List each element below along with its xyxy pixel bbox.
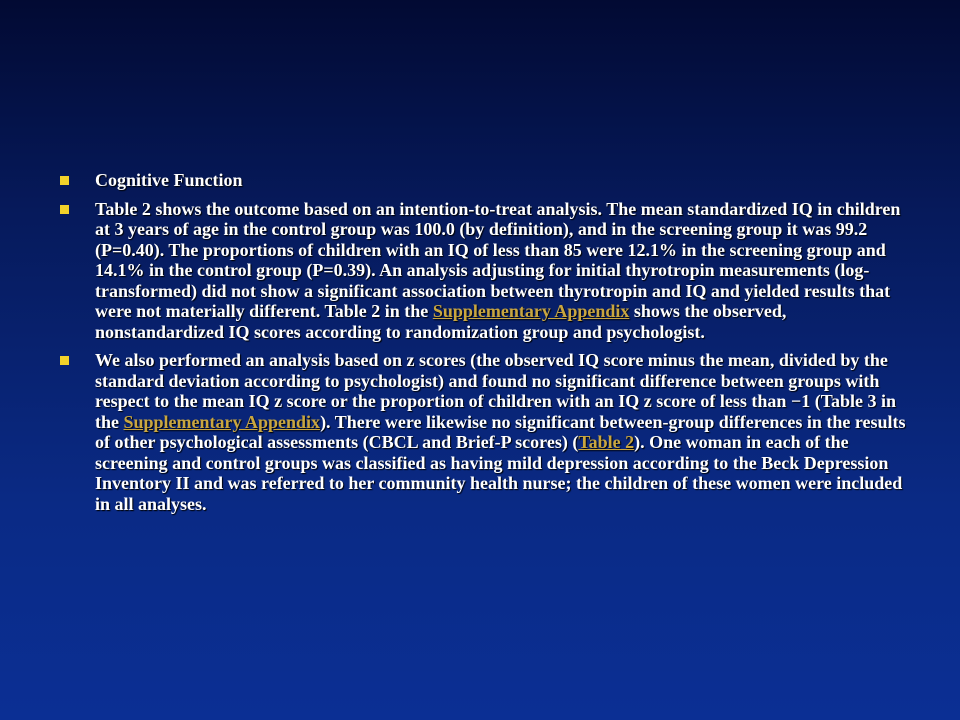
paragraph <box>95 199 910 343</box>
bullet-item <box>60 170 910 191</box>
bullet-item <box>60 199 910 343</box>
paragraph-text: Table 2 shows the outcome based on an intention-to-treat analysis. The mean standardized IQ in children at 3 years of age in the control group was 100.0 (by definition), and in the screening group it was 99.2 (P=0.40). The proportions of children with an IQ of less than 85 were 12.1% in the screening group and 14.1% in the control group (P=0.39). An analysis adjusting for initial thyrotropin measurements (log-transformed) did not show a significant association between thyrotropin and IQ and yielded results that were not materially different. Table 2 in the <box>95 198 901 321</box>
paragraph-text: shows the observed, nonstandardized IQ scores according to randomization group and psychologist. <box>95 301 787 342</box>
paragraph-text: ). One woman in each of the screening and control groups was classified as having mild depression according to the Beck Depression Inventory II and was referred to her community health nurse; the children of these women were included in all analyses. <box>95 432 903 514</box>
square-bullet-icon <box>60 205 69 214</box>
supplementary-appendix-link[interactable]: Supplementary Appendix <box>123 411 321 432</box>
square-bullet-icon <box>60 176 69 185</box>
slide-content <box>60 170 910 522</box>
bullet-item <box>60 350 910 514</box>
square-bullet-icon <box>60 356 69 365</box>
paragraph <box>95 350 910 514</box>
section-heading: Cognitive Function <box>95 170 243 190</box>
paragraph-text: ). There were likewise no significant between-group differences in the results of other psychological assessments (CBCL and Brief-P scores) ( <box>95 411 906 452</box>
paragraph-text: We also performed an analysis based on z scores (the observed IQ score minus the mean, divided by the standard deviation according to psychologist) and found no significant difference between groups with respect to the mean IQ z score or the proportion of children with an IQ z score of less than −1 (Table 3 in the <box>95 350 897 432</box>
table-2-link[interactable]: Table 2 <box>578 432 635 452</box>
supplementary-appendix-link[interactable]: Supplementary Appendix <box>432 301 630 321</box>
